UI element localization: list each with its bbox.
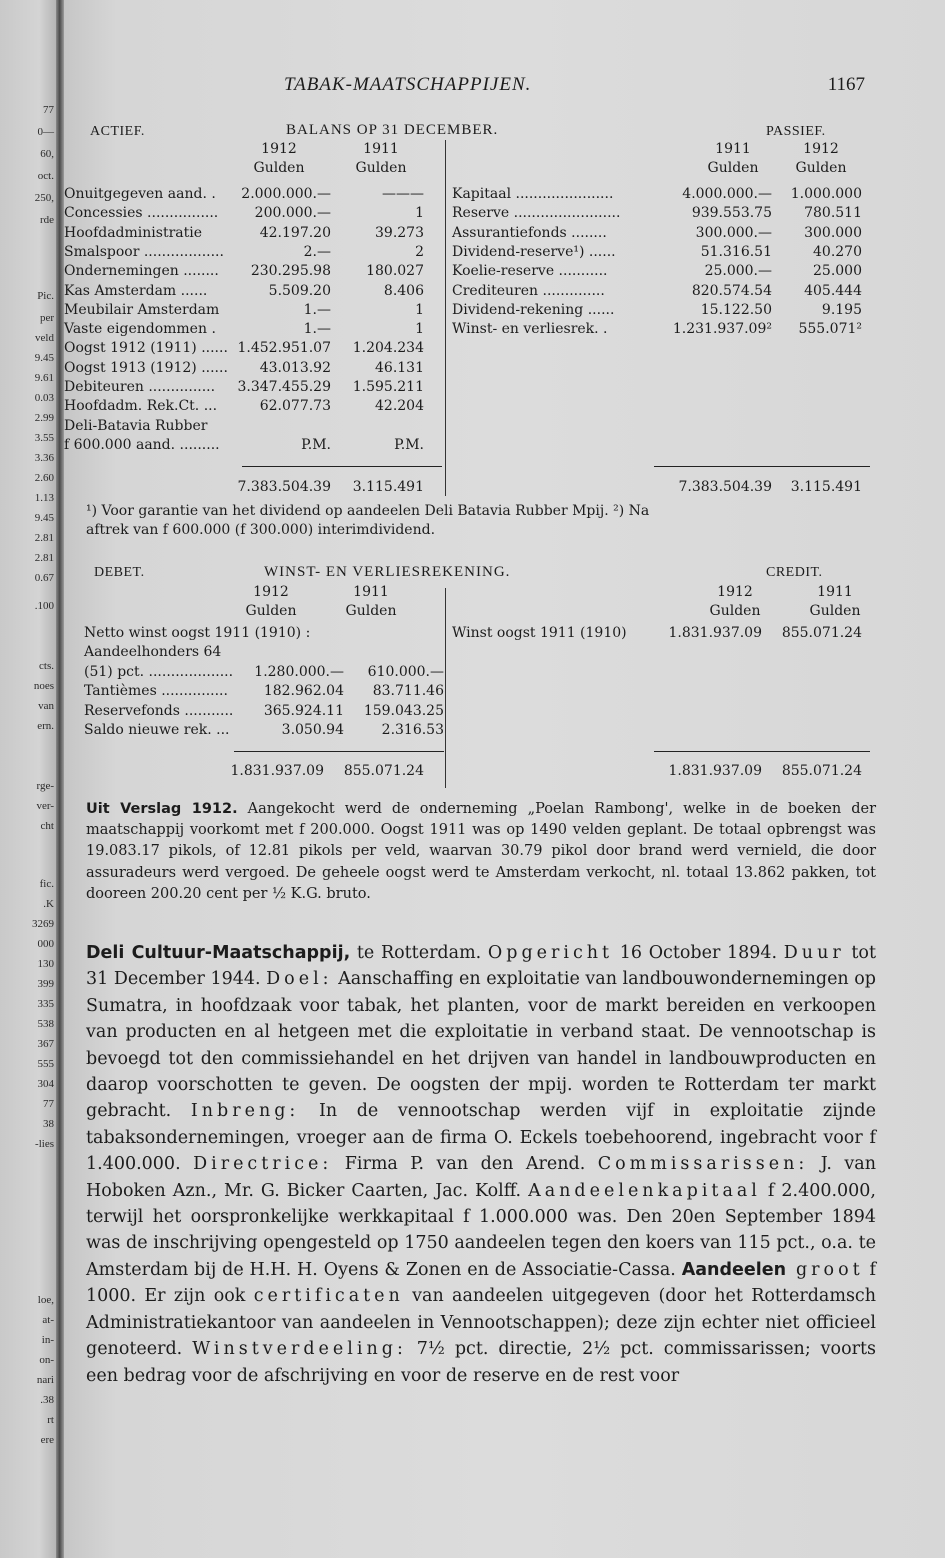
margin-fragment: 9.61: [34, 372, 54, 384]
margin-fragment: 367: [37, 1038, 54, 1050]
actief-currency-1911: Gulden: [355, 160, 407, 176]
margin-fragment: on-: [39, 1354, 54, 1366]
passief-row: [452, 224, 872, 242]
margin-fragment: Pic.: [37, 290, 54, 302]
margin-fragment: ern.: [37, 720, 54, 732]
debet-total-row: [64, 762, 444, 780]
margin-fragment: noes: [33, 680, 54, 692]
directrice-label: Directrice:: [193, 1154, 333, 1175]
row-value-v1911: 159.043.25: [363, 702, 444, 719]
margin-fragment: oct.: [37, 170, 54, 182]
row-value-v1911: 300.000.—: [695, 224, 772, 241]
debet-total-1911: 855.071.24: [343, 763, 424, 779]
actief-row: [64, 320, 444, 338]
verslag-text: Aangekocht werd de onderneming „Poelan Rambong', welke in de boeken der maatschappij voorkomt met f 200.000. Oogst 1911 was op 1490 velden geplant. De totaal opbrengst was 19.083.17 pikols, of 12.81 pikols per veld, waarvan 30.79 pikol door brand werd vernield, die door assuradeurs werd vergoed. De geheele oogst werd te Amsterdam verkocht, nl. totaal 13.862 pakken, tot dooreen 200.20 cent per ½ K.G. bruto.: [86, 801, 876, 902]
row-label: Debiteuren ...............: [64, 379, 216, 395]
actief-year-1911: 1911: [363, 141, 399, 157]
row-value-v1911: 1: [415, 301, 424, 318]
row-value-v1911: 83.711.46: [372, 683, 444, 699]
row-value-v1911: 4.000.000.—: [682, 186, 772, 202]
row-label: Dividend-rekening ......: [452, 301, 615, 318]
actief-total-1912: 7.383.504.39: [237, 479, 331, 495]
row-value-v1912: 3.050.94: [281, 722, 344, 738]
margin-fragment: 77: [43, 1098, 54, 1110]
duur-label: Duur: [783, 943, 845, 963]
credit-year-1911: 1911: [817, 584, 853, 600]
actief-total-1911: 3.115.491: [352, 479, 424, 495]
row-value-v1912: 25.000: [813, 263, 862, 280]
passief-currency-1911: Gulden: [707, 160, 759, 176]
margin-fragment: 304: [37, 1078, 54, 1090]
margin-fragment: .38: [40, 1394, 54, 1406]
margin-fragment: 38: [43, 1118, 54, 1130]
actief-row: [64, 204, 444, 222]
margin-fragment: 538: [37, 1018, 54, 1030]
doel-label: Doel:: [266, 969, 333, 990]
row-value-v1912: 3.347.455.29: [237, 379, 331, 395]
passief-row: [452, 262, 872, 280]
margin-fragment: cts.: [39, 660, 54, 672]
credit-label: CREDIT.: [766, 565, 823, 580]
passief-year-1911: 1911: [715, 141, 751, 157]
row-value-v1911: 939.553.75: [691, 205, 772, 222]
previous-page-margin: [0, 0, 56, 1558]
debet-heading: Netto winst oogst 1911 (1910) :: [84, 625, 311, 641]
actief-row: [64, 185, 444, 203]
margin-fragment: 000: [37, 938, 54, 950]
row-value-v1911: 2: [415, 243, 424, 260]
row-value-v1911: 1.204.234: [352, 340, 424, 357]
actief-year-1912: 1912: [261, 141, 297, 157]
row-value-v1911: P.M.: [394, 436, 424, 453]
margin-fragment: .100: [34, 600, 54, 612]
row-value-v1912: P.M.: [301, 436, 331, 453]
debet-row: [84, 721, 444, 739]
passief-year-1912: 1912: [803, 141, 839, 157]
actief-row: [64, 397, 444, 415]
row-value-v1911: 15.122.50: [700, 301, 772, 318]
row-value-v1911: 610.000.—: [367, 663, 444, 680]
margin-fragment: in-: [41, 1334, 54, 1346]
aandeelen-label: Aandeelen: [681, 1259, 787, 1280]
passief-total-1912: 3.115.491: [790, 479, 862, 495]
row-value-v1911: 1: [415, 205, 424, 222]
row-label: Onuitgegeven aand. .: [64, 186, 216, 202]
row-value-v1911: 820.574.54: [691, 282, 772, 299]
row-label: Hoofdadministratie: [64, 224, 203, 241]
row-value-v1911: 855.071.24: [781, 625, 862, 641]
inbreng-label: Inbreng:: [190, 1101, 300, 1122]
row-value-v1912: 5.509.20: [268, 282, 331, 299]
margin-fragment: 3.36: [34, 452, 54, 464]
debet-label: DEBET.: [94, 565, 145, 580]
row-label: Crediteuren ..............: [452, 282, 605, 299]
margin-fragment: 399: [37, 978, 54, 990]
row-value-v1912: 780.511: [804, 205, 862, 222]
book-gutter: [56, 0, 64, 1558]
margin-fragment: 0.03: [34, 392, 54, 404]
margin-fragment: -lies: [35, 1138, 54, 1150]
aandeelenkapitaal-label: Aandeelenkapitaal: [528, 1180, 761, 1201]
passief-row: [452, 243, 872, 261]
margin-fragment: 2.99: [34, 412, 54, 424]
actief-row: [64, 224, 444, 242]
debet-row: [84, 682, 444, 700]
opgericht-label: Opgericht: [487, 943, 614, 963]
row-value-v1911: 1: [415, 321, 424, 338]
credit-row: [452, 624, 872, 642]
row-value-v1912: 1.—: [303, 301, 331, 318]
row-label: Oogst 1913 (1912) ......: [64, 359, 228, 376]
debet-total-rule: [234, 751, 444, 752]
margin-fragment: loe,: [37, 1294, 54, 1306]
credit-total-row: [452, 762, 872, 780]
verslag-paragraph: [86, 799, 876, 905]
row-label: Meubilair Amsterdam: [64, 301, 220, 318]
margin-fragment: 3.55: [34, 432, 54, 444]
actief-row: [64, 243, 444, 261]
row-label: Concessies ................: [64, 205, 219, 222]
row-value-v1912: 9.195: [821, 301, 862, 318]
document-page: [64, 0, 945, 1558]
row-label: Ondernemingen ........: [64, 263, 219, 280]
debet-total-1912: 1.831.937.09: [230, 763, 324, 779]
row-value-v1912: 1.—: [303, 321, 331, 338]
margin-fragment: 9.45: [34, 512, 54, 524]
credit-currency-1912: Gulden: [709, 603, 761, 619]
debet-row: [84, 643, 444, 661]
commissarissen-label: Commissarissen:: [597, 1154, 809, 1175]
row-value-v1912: 1.000.000: [790, 186, 862, 202]
margin-fragment: 2.81: [34, 532, 54, 544]
row-label: Hoofdadm. Rek.Ct. ...: [64, 398, 218, 415]
actief-label: ACTIEF.: [90, 124, 145, 139]
row-label: Koelie-reserve ...........: [452, 263, 608, 280]
actief-currency-1912: Gulden: [253, 160, 305, 176]
passief-total-rule: [654, 466, 870, 467]
row-value-v1912: 1.280.000.—: [254, 663, 344, 680]
row-label: Winst- en verliesrek. .: [452, 321, 608, 338]
debet-row: [84, 702, 444, 720]
margin-fragment: at-: [42, 1314, 54, 1326]
running-header: TABAK-MAATSCHAPPIJEN.: [284, 74, 532, 95]
margin-fragment: ver-: [36, 800, 54, 812]
margin-fragment: 1.13: [34, 492, 54, 504]
passief-total-row: [452, 478, 872, 496]
credit-year-1912: 1912: [717, 584, 753, 600]
actief-row: [64, 301, 444, 319]
balance-title: BALANS OP 31 DECEMBER.: [286, 122, 499, 138]
passief-row: [452, 320, 872, 338]
actief-row: [64, 262, 444, 280]
row-value-v1911: 2.316.53: [381, 722, 444, 738]
row-value-v1912: 300.000: [804, 224, 862, 241]
actief-row: [64, 359, 444, 377]
winstverdeeling-label: Winstverdeeling:: [192, 1339, 407, 1360]
row-value-v1911: 39.273: [375, 224, 424, 241]
margin-fragment: ere: [40, 1434, 54, 1446]
row-value-v1911: ———: [382, 186, 424, 202]
balance-footnote-1: ¹) Voor garantie van het dividend op aandeelen Deli Batavia Rubber Mpij. ²) Na: [86, 503, 650, 519]
row-value-v1912: 43.013.92: [259, 359, 331, 376]
actief-total-row: [64, 478, 444, 496]
margin-fragment: 3269: [32, 918, 54, 930]
actief-total-rule: [242, 466, 442, 467]
margin-fragment: fic.: [39, 878, 54, 890]
margin-fragment: 130: [37, 958, 54, 970]
row-value-v1911: 51.316.51: [700, 243, 772, 260]
margin-fragment: nari: [36, 1374, 54, 1386]
margin-fragment: 250,: [34, 192, 54, 204]
passief-row: [452, 282, 872, 300]
margin-fragment: veld: [35, 332, 54, 344]
margin-fragment: per: [39, 312, 54, 324]
margin-fragment: 77: [43, 104, 54, 116]
row-value-v1912: 1.452.951.07: [237, 340, 331, 357]
row-label: Tantièmes ...............: [84, 683, 228, 699]
credit-total-1911: 855.071.24: [781, 763, 862, 779]
row-label: Assurantiefonds ........: [452, 224, 607, 241]
passief-row: [452, 301, 872, 319]
debet-year-1912: 1912: [253, 584, 289, 600]
row-value-v1911: 42.204: [375, 398, 424, 415]
margin-fragment: 2.60: [34, 472, 54, 484]
row-label: Winst oogst 1911 (1910): [452, 625, 627, 641]
verslag-lead: Uit Verslag 1912.: [86, 801, 238, 817]
certificaten-label: certificaten: [253, 1286, 404, 1307]
row-value-v1912: 405.444: [804, 282, 862, 299]
passief-row: [452, 185, 872, 203]
row-value-v1912: 230.295.98: [250, 263, 331, 280]
row-value-v1912: 2.—: [303, 243, 331, 260]
row-value-v1912: 200.000.—: [254, 205, 331, 222]
row-value-v1911: 180.027: [366, 263, 424, 280]
row-label: Kapitaal ......................: [452, 186, 614, 202]
actief-row: [64, 282, 444, 300]
row-value-v1912: 40.270: [813, 243, 862, 260]
row-label: Reservefonds ...........: [84, 702, 234, 719]
margin-fragment: van: [38, 700, 54, 712]
row-value-v1912: 555.071²: [798, 321, 862, 338]
debet-year-1911: 1911: [353, 584, 389, 600]
row-label: Saldo nieuwe rek. ...: [84, 722, 230, 738]
margin-fragment: .K: [43, 898, 54, 910]
balance-footnote-2: aftrek van f 600.000 (f 300.000) interimdividend.: [86, 522, 436, 538]
debet-currency-1911: Gulden: [345, 603, 397, 619]
actief-row: [64, 436, 444, 454]
balance-divider: [445, 140, 446, 496]
pnl-title: WINST- EN VERLIESREKENING.: [264, 564, 511, 580]
actief-row: [64, 339, 444, 357]
page-number: 1167: [827, 74, 865, 95]
margin-fragment: rt: [47, 1414, 54, 1426]
row-value-v1912: 365.924.11: [263, 702, 344, 719]
margin-fragment: 2.81: [34, 552, 54, 564]
row-label: Aandeelhonders 64: [84, 644, 222, 660]
row-value-v1911: 1.595.211: [352, 379, 424, 395]
margin-fragment: 9.45: [34, 352, 54, 364]
row-label: f 600.000 aand. .........: [64, 436, 220, 453]
row-label: Reserve ........................: [452, 205, 621, 222]
passief-row: [452, 204, 872, 222]
row-value-v1911: 46.131: [375, 359, 424, 376]
debet-currency-1912: Gulden: [245, 603, 297, 619]
row-label: Deli-Batavia Rubber: [64, 417, 208, 434]
row-label: Dividend-reserve¹) ......: [452, 243, 616, 260]
row-label: Vaste eigendommen .: [64, 321, 216, 338]
row-value-v1912: 62.077.73: [259, 398, 331, 415]
row-label: Smalspoor ..................: [64, 243, 224, 260]
debet-row: [84, 663, 444, 681]
margin-fragment: 0—: [37, 126, 54, 138]
margin-fragment: rde: [39, 214, 54, 226]
company-name: Deli Cultuur-Maatschappij,: [86, 943, 351, 963]
margin-fragment: 60,: [40, 148, 54, 160]
credit-total-rule: [654, 751, 870, 752]
row-value-v1911: 8.406: [383, 282, 424, 299]
margin-fragment: 555: [37, 1058, 54, 1070]
row-value-v1912: 182.962.04: [263, 683, 344, 699]
row-value-v1911: 25.000.—: [704, 263, 772, 280]
row-value-v1912: 1.831.937.09: [668, 625, 762, 641]
credit-total-1912: 1.831.937.09: [668, 763, 762, 779]
row-value-v1911: 1.231.937.09²: [672, 321, 772, 338]
credit-currency-1911: Gulden: [809, 603, 861, 619]
passief-total-1911: 7.383.504.39: [678, 479, 772, 495]
company-entry: Deli Cultuur-Maatschappij, te Rotterdam. Opgericht 16 October 1894. Duur tot 31 December 1944. Doel: Aanschaffing en exploitatie van landbouwondernemingen op Sumatra, in hoofdzaak voor tabak, het planten, voor de markt bereiden en verkoopen van producten en al hetgeen met die exploitatie in verband staat. De vennootschap is bevoegd tot den commissiehandel en het drijven van handel in landbouwproducten en daarop voorschotten te geven. De oogsten der mpij. worden te Rotterdam ter markt gebracht. Inbreng: In de vennootschap werden vijf in exploitatie zijnde tabaksondernemingen, vroeger aan de firma O. Eckels toebehoorend, ingebracht voor f 1.400.000. Directrice: Firma P. van den Arend. Commissarissen: J. van Hoboken Azn., Mr. G. Bicker Caarten, Jac. Kolff. Aandeelenkapitaal f 2.400.000, terwijl het oorspronkelijke werkkapitaal f 1.000.000 was. Den 20en September 1894 was de inschrijving opengesteld op 1750 aandeelen tegen den koers van 115 pct., o.a. te Amsterdam bij de H.H. H. Oyens & Zonen en de Associatie-Cassa. Aandeelen groot f 1000. Er zijn ook certificaten van aandeelen uitgegeven (door het Rotterdamsch Administratiekantoor van aandeelen in Vennootschappen); deze zijn echter niet officieel genoteerd. Winstverdeeling: 7½ pct. directie, 2½ pct. commissarissen; voorts een bedrag voor de afschrijving en voor de reserve en de rest voor: [86, 943, 876, 1386]
row-value-v1912: 2.000.000.—: [241, 186, 331, 202]
row-label: (51) pct. ...................: [84, 663, 234, 680]
row-value-v1912: 42.197.20: [259, 224, 331, 241]
margin-fragment: rge-: [36, 780, 54, 792]
margin-fragment: cht: [40, 820, 54, 832]
margin-fragment: 0.67: [34, 572, 54, 584]
actief-row: [64, 417, 444, 435]
passief-label: PASSIEF.: [766, 124, 826, 139]
actief-row: [64, 378, 444, 396]
pnl-divider: [445, 588, 446, 788]
passief-currency-1912: Gulden: [795, 160, 847, 176]
row-label: Oogst 1912 (1911) ......: [64, 340, 228, 357]
row-label: Kas Amsterdam ......: [64, 282, 208, 299]
margin-fragment: 335: [37, 998, 54, 1010]
